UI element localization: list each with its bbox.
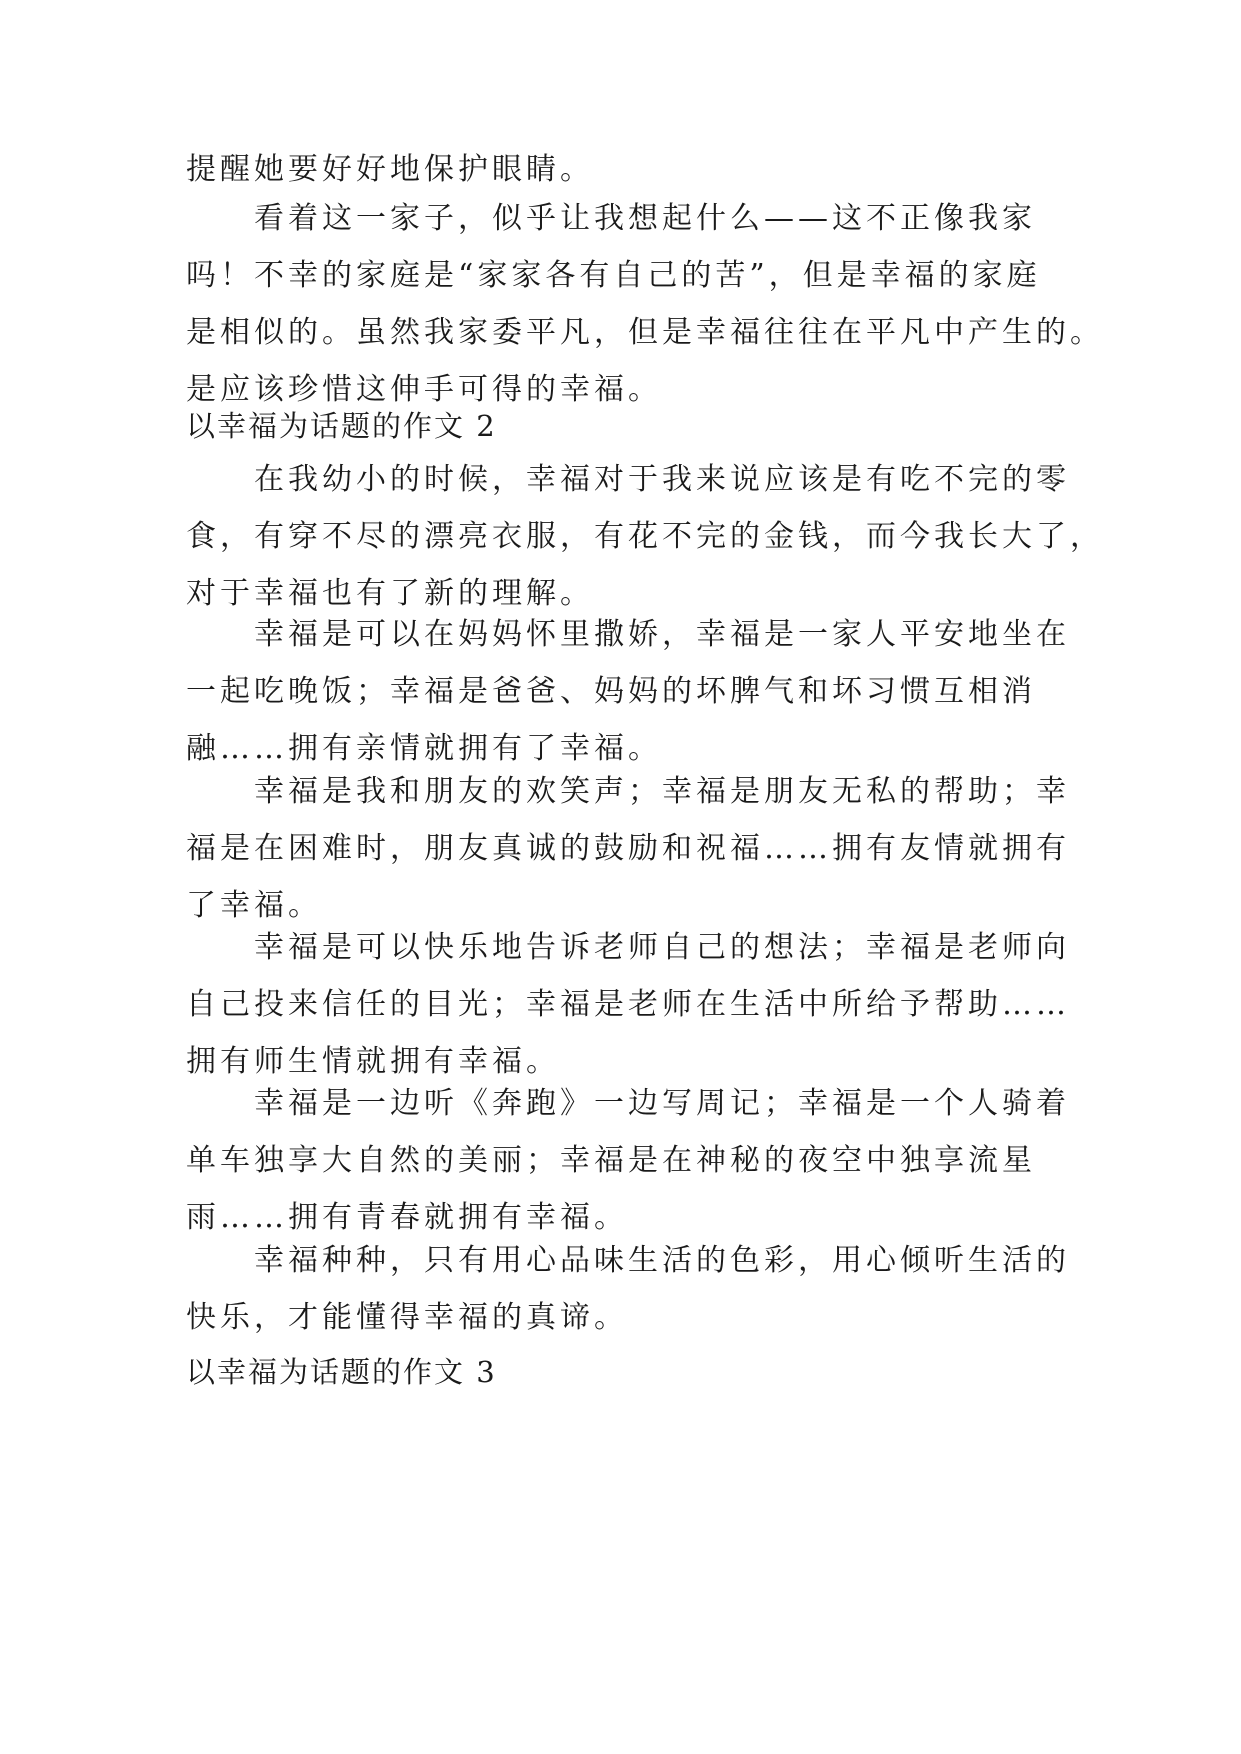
text-line: 吗！不幸的家庭是“家家各有自己的苦”，但是幸福的家庭 <box>186 258 1041 293</box>
text-line: 幸福是一边听《奔跑》一边写周记；幸福是一个人骑着 <box>254 1086 1070 1121</box>
text-line: 食，有穿不尽的漂亮衣服，有花不完的金钱，而今我长大了， <box>186 519 1104 554</box>
section-heading-3: 以幸福为话题的作文 3 <box>186 1355 497 1389</box>
text-line: 提醒她要好好地保护眼睛。 <box>186 152 594 187</box>
text-line: 是应该珍惜这伸手可得的幸福。 <box>186 372 662 407</box>
text-line: 在我幼小的时候，幸福对于我来说应该是有吃不完的零 <box>254 462 1070 497</box>
text-line: 融……拥有亲情就拥有了幸福。 <box>186 731 662 766</box>
paragraph-6 <box>186 1075 1070 1246</box>
paragraph-4 <box>186 763 1070 934</box>
paragraph-1 <box>186 190 1104 418</box>
text-line: 拥有师生情就拥有幸福。 <box>186 1044 560 1079</box>
text-line: 对于幸福也有了新的理解。 <box>186 576 594 611</box>
text-line: 是相似的。虽然我家委平凡，但是幸福往往在平凡中产生的。 <box>186 315 1104 350</box>
text-line: 幸福是可以快乐地告诉老师自己的想法；幸福是老师向 <box>254 930 1070 965</box>
text-line: 福是在困难时，朋友真诚的鼓励和祝福……拥有友情就拥有 <box>186 831 1070 866</box>
paragraph-7 <box>186 1232 1070 1346</box>
text-line: 了幸福。 <box>186 888 322 923</box>
text-line: 单车独享大自然的美丽；幸福是在神秘的夜空中独享流星 <box>186 1143 1036 1178</box>
text-line: 自己投来信任的目光；幸福是老师在生活中所给予帮助…… <box>186 987 1070 1022</box>
text-line: 幸福是可以在妈妈怀里撒娇，幸福是一家人平安地坐在 <box>254 617 1070 652</box>
text-line: 看着这一家子，似乎让我想起什么——这不正像我家 <box>254 201 1036 236</box>
text-line: 幸福种种，只有用心品味生活的色彩，用心倾听生活的 <box>254 1243 1070 1278</box>
text-line: 雨……拥有青春就拥有幸福。 <box>186 1200 628 1235</box>
paragraph-2 <box>186 451 1104 622</box>
paragraph-5 <box>186 919 1070 1090</box>
paragraph-3 <box>186 606 1070 777</box>
text-line: 快乐，才能懂得幸福的真谛。 <box>186 1300 628 1335</box>
section-heading-2: 以幸福为话题的作文 2 <box>186 409 497 443</box>
text-line: 一起吃晚饭；幸福是爸爸、妈妈的坏脾气和坏习惯互相消 <box>186 674 1036 709</box>
text-line: 幸福是我和朋友的欢笑声；幸福是朋友无私的帮助；幸 <box>254 774 1070 809</box>
